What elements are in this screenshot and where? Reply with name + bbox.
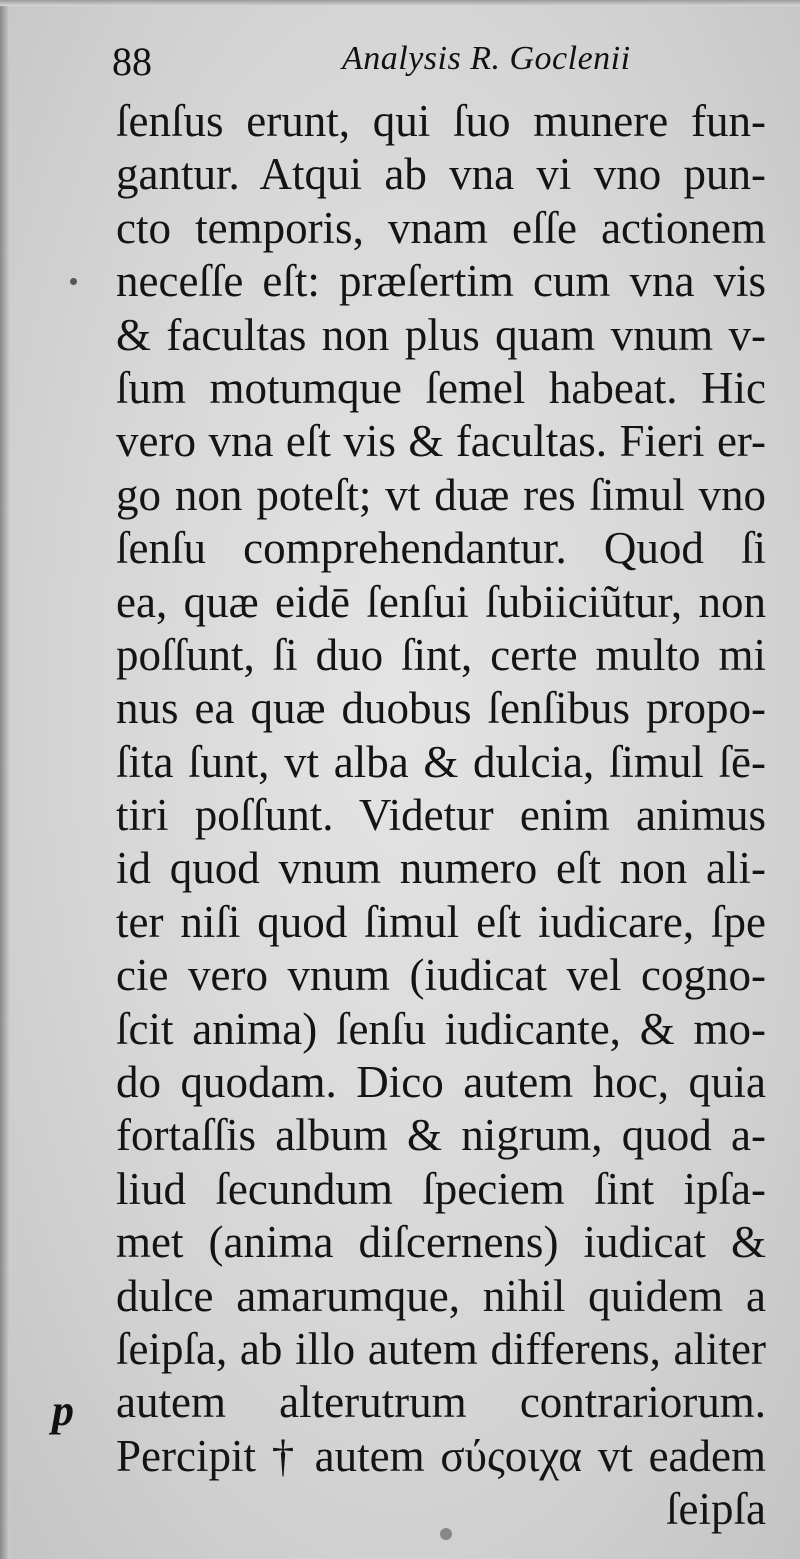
text-line: & facultas non plus quam vnum v-: [116, 309, 766, 360]
text-line: vero vna eſt vis & facultas. Fieri er-: [116, 416, 766, 467]
ink-spot: [440, 1528, 452, 1540]
text-line: go non poteſt; vt duæ res ſimul vno: [116, 469, 766, 520]
ink-spot: [70, 278, 77, 285]
catchword: ſeipſa: [666, 1484, 766, 1535]
margin-note: p: [52, 1386, 74, 1435]
text-line: tiri poſſunt. Videtur enim animus: [116, 790, 766, 841]
text-line: dulce amarumque, nihil quidem a: [116, 1270, 766, 1321]
body-text: [116, 95, 766, 1537]
text-line: poſſunt, ſi duo ſint, certe multo mi: [116, 629, 766, 680]
text-line: ſcit anima) ſenſu iudicante, & mo-: [116, 1003, 766, 1054]
text-line: do quodam. Dico autem hoc, quia: [116, 1057, 766, 1108]
page-number: 88: [112, 39, 152, 84]
running-title: Analysis R. Goclenii: [342, 40, 631, 77]
text-line: ſenſus erunt, qui ſuo munere fun-: [116, 96, 766, 146]
page-top-shadow: [0, 0, 800, 6]
text-line: autem alterutrum contrariorum.: [116, 1377, 766, 1428]
text-line: met (anima diſcernens) iudicat &: [116, 1217, 766, 1268]
text-line: ſum motumque ſemel habeat. Hic: [116, 362, 766, 413]
text-line: liud ſecundum ſpeciem ſint ipſa-: [116, 1163, 766, 1214]
text-line: id quod vnum numero eſt non ali-: [116, 843, 766, 894]
text-line: fortaſſis album & nigrum, quod a-: [116, 1110, 766, 1161]
page-header: [112, 38, 632, 98]
text-line: Percipit † autem σύςοιχα vt eadem: [116, 1430, 766, 1481]
text-line: cto temporis, vnam eſſe actionem: [116, 202, 766, 253]
text-line: ſita ſunt, vt alba & dulcia, ſimul ſē-: [116, 736, 766, 787]
text-line: gantur. Atqui ab vna vi vno pun-: [116, 149, 766, 200]
text-line: ſenſu comprehendantur. Quod ſi: [116, 523, 766, 574]
text-line: ea, quæ eidē ſenſui ſubiiciũtur, non: [116, 576, 766, 627]
text-line: ter niſi quod ſimul eſt iudicare, ſpe: [116, 896, 766, 947]
text-line: nus ea quæ duobus ſenſibus propo-: [116, 683, 766, 734]
page-edge-shadow: [0, 0, 10, 1559]
text-line: neceſſe eſt: præſertim cum vna vis: [116, 256, 766, 307]
text-line: cie vero vnum (iudicat vel cogno-: [116, 950, 766, 1001]
text-line: ſeipſa, ab illo autem differens, aliter: [116, 1323, 766, 1374]
